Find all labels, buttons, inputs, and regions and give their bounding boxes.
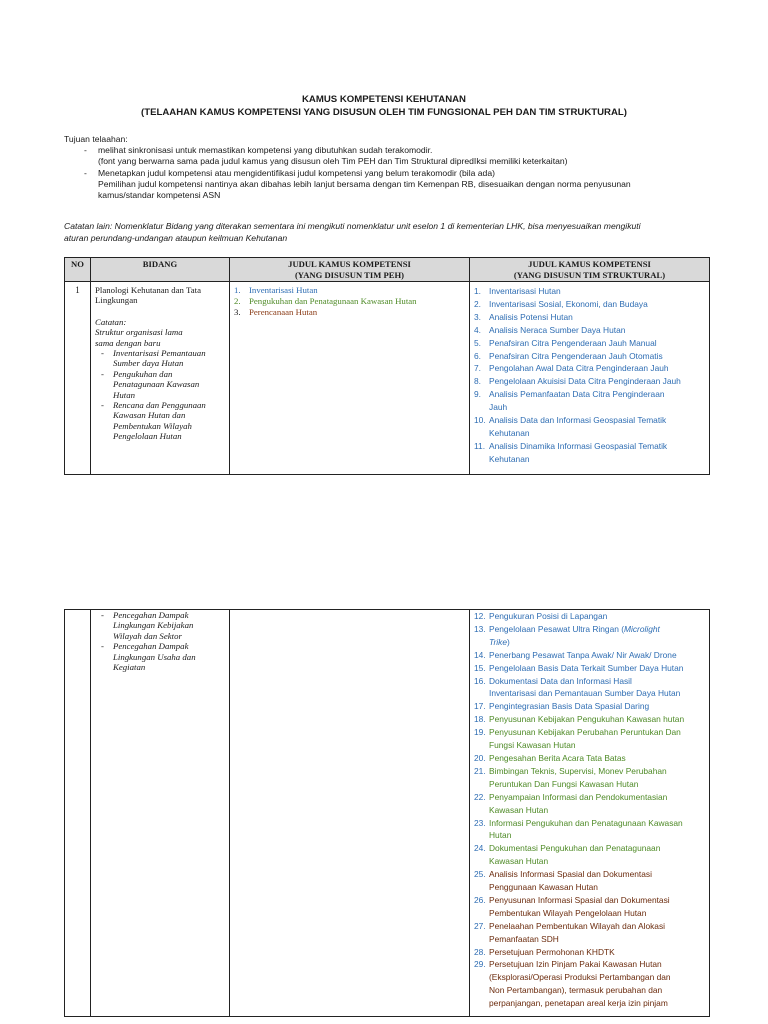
bidang-cell: Planologi Kehutanan dan Tata Lingkungan Catatan: Struktur organisasi lama sama dengan baru - Inventarisasi Pemantauan Sumber daya Hutan - Pengukuhan dan Penatagunaan Kawasan Hutan - Rencana dan Penggunaan Kawasan Hutan dan Pembentukan Wilayah Pengelolaan Hutan <box>91 282 230 475</box>
list-item: 15. Pengelolaan Basis Data Terkait Sumber Daya Hutan <box>474 662 684 673</box>
header-peh: JUDUL KAMUS KOMPETENSI (YANG DISUSUN TIM PEH) <box>230 258 470 282</box>
list-item: 2. Pengukuhan dan Penatagunaan Kawasan Hutan <box>234 296 417 307</box>
list-item: 3. Analisis Potensi Hutan <box>474 311 573 322</box>
list-item: 18. Penyusunan Kebijakan Pengukuhan Kawasan hutan <box>474 714 685 725</box>
sub-bidang-item: - Rencana dan Penggunaan Kawasan Hutan dan Pembentukan Wilayah Pengelolaan Hutan <box>101 400 206 442</box>
struktural-cell <box>470 610 710 1017</box>
list-item: 6. Penafsiran Citra Pengenderaan Jauh Otomatis <box>474 350 663 361</box>
bullet-dash: - <box>84 167 87 178</box>
purpose-item: - Menetapkan judul kompetensi atau mengidentifikasi judul kompetensi yang belum terakomodir (bila ada) Pemilihan judul kompetensi nantinya akan dibahas lebih lanjut bersama dengan tim Kemenpan RB, disesuaikan dengan norma penyusunan kamus/standar kompetensi ASN <box>84 167 631 201</box>
list-item: 24. Dokumentasi Pengukuhan dan Penatagunaan Kawasan Hutan <box>474 843 661 867</box>
list-item: 12. Pengukuran Posisi di Lapangan <box>474 611 608 621</box>
sub-bidang-item: - Inventarisasi Pemantauan Sumber daya Hutan <box>101 348 206 369</box>
purpose-item: - melihat sinkronisasi untuk memastikan kompetensi yang dibutuhkan sudah terakomodir. (font yang berwarna sama pada judul kamus yang disusun oleh Tim PEH dan Tim Struktural dipredIksi memiliki keterkaitan) <box>84 145 568 167</box>
sub-bidang-item: - Pencegahan Dampak Lingkungan Usaha dan Kegiatan <box>101 641 196 673</box>
list-item: 8. Pengelolaan Akuisisi Data Citra Penginderaan Jauh <box>474 376 681 387</box>
sub-bidang-item: - Pengukuhan dan Penatagunaan Kawasan Hutan <box>101 368 200 400</box>
list-item: 4. Analisis Neraca Sumber Daya Hutan <box>474 324 626 335</box>
row-number <box>65 610 91 1017</box>
list-item: 1. Inventarisasi Hutan <box>234 285 318 295</box>
list-item: 10. Analisis Data dan Informasi Geospasial Tematik Kehutanan <box>474 415 667 438</box>
list-item: 11. Analisis Dinamika Informasi Geospasial Tematik Kehutanan <box>474 440 668 464</box>
list-item: 19. Penyusunan Kebijakan Perubahan Peruntukan Dan Fungsi Kawasan Hutan <box>474 727 681 751</box>
list-item: 7. Pengolahan Awal Data Citra Penginderaan Jauh <box>474 363 669 374</box>
peh-cell <box>230 610 470 1017</box>
struktural-cell <box>470 282 710 475</box>
list-item: 22. Penyampaian Informasi dan Pendokumentasian Kawasan Hutan <box>474 791 668 815</box>
doc-title: KAMUS KOMPETENSI KEHUTANAN <box>302 94 466 105</box>
other-note: Catatan lain: Nomenklatur Bidang yang diterakan sementara ini mengikuti nomenklatur unit eselon 1 di kementerian LHK, bisa menyesuaikan mengikuti aturan perundang-undangan ataupun keilmuan Kehutanan <box>64 221 641 244</box>
header-bidang: BIDANG <box>91 258 230 282</box>
list-item: 21. Bimbingan Teknis, Supervisi, Monev Perubahan Peruntukan Dan Fungsi Kawasan Hutan <box>474 765 667 789</box>
list-item: 27. Penelaahan Pembentukan Wilayah dan Alokasi Pemanfaatan SDH <box>474 920 665 944</box>
table-row <box>65 610 710 1017</box>
row-number: 1 <box>65 282 91 475</box>
peh-cell <box>230 282 470 475</box>
list-item: 29. Persetujuan Izin Pinjam Pakai Kawasan Hutan (Eksplorasi/Operasi Produksi Pertambangan dan Non Pertambangan), termasuk perubahan dan perpanjangan, penetapan areal kerja izin pinjam <box>474 959 671 1009</box>
competency-table-continued <box>64 609 710 1017</box>
list-item: 17. Pengintegrasian Basis Data Spasial Daring <box>474 701 650 712</box>
bullet-dash: - <box>84 145 87 156</box>
purpose-section <box>64 134 704 201</box>
list-item: 2. Inventarisasi Sosial, Ekonomi, dan Budaya <box>474 298 648 309</box>
list-item: 5. Penafsiran Citra Pengenderaan Jauh Manual <box>474 337 657 348</box>
list-item: 1. Inventarisasi Hutan <box>474 286 561 296</box>
list-item: 23. Informasi Pengukuhan dan Penatagunaan Kawasan Hutan <box>474 817 683 841</box>
list-item: 13. Pengelolaan Pesawat Ultra Ringan (Microlight Trike) <box>474 623 660 647</box>
table-row <box>65 282 710 475</box>
list-item: 26. Penyusunan Informasi Spasial dan Dokumentasi Pembentukan Wilayah Pengelolaan Hutan <box>474 894 670 918</box>
list-item: 3. Perencanaan Hutan <box>234 307 318 318</box>
catatan-label: Catatan: <box>95 316 127 327</box>
table-header-row <box>65 258 710 282</box>
header-struktural: JUDUL KAMUS KOMPETENSI (YANG DISUSUN TIM STRUKTURAL) <box>470 258 710 282</box>
competency-table <box>64 257 710 475</box>
list-item: 9. Analisis Pemanfaatan Data Citra Penginderaan Jauh <box>474 389 665 413</box>
purpose-label: Tujuan telaahan: <box>64 134 128 144</box>
bidang-cell <box>91 610 230 1017</box>
doc-subtitle: (TELAAHAN KAMUS KOMPETENSI YANG DISUSUN OLEH TIM FUNGSIONAL PEH DAN TIM STRUKTURAL) <box>141 107 627 118</box>
list-item: 25. Analisis Informasi Spasial dan Dokumentasi Penggunaan Kawasan Hutan <box>474 869 652 893</box>
list-item: 16. Dokumentasi Data dan Informasi Hasil Inventarisasi dan Pemantauan Sumber Daya Hutan <box>474 675 681 699</box>
list-item: 28. Persetujuan Permohonan KHDTK <box>474 946 615 957</box>
header-no: NO <box>65 258 91 282</box>
list-item: 14. Penerbang Pesawat Tanpa Awak/ Nir Awak/ Drone <box>474 649 677 660</box>
list-item: 20. Pengesahan Berita Acara Tata Batas <box>474 752 626 763</box>
sub-bidang-item: - Pencegahan Dampak Lingkungan Kebijakan Wilayah dan Sektor <box>101 610 194 641</box>
